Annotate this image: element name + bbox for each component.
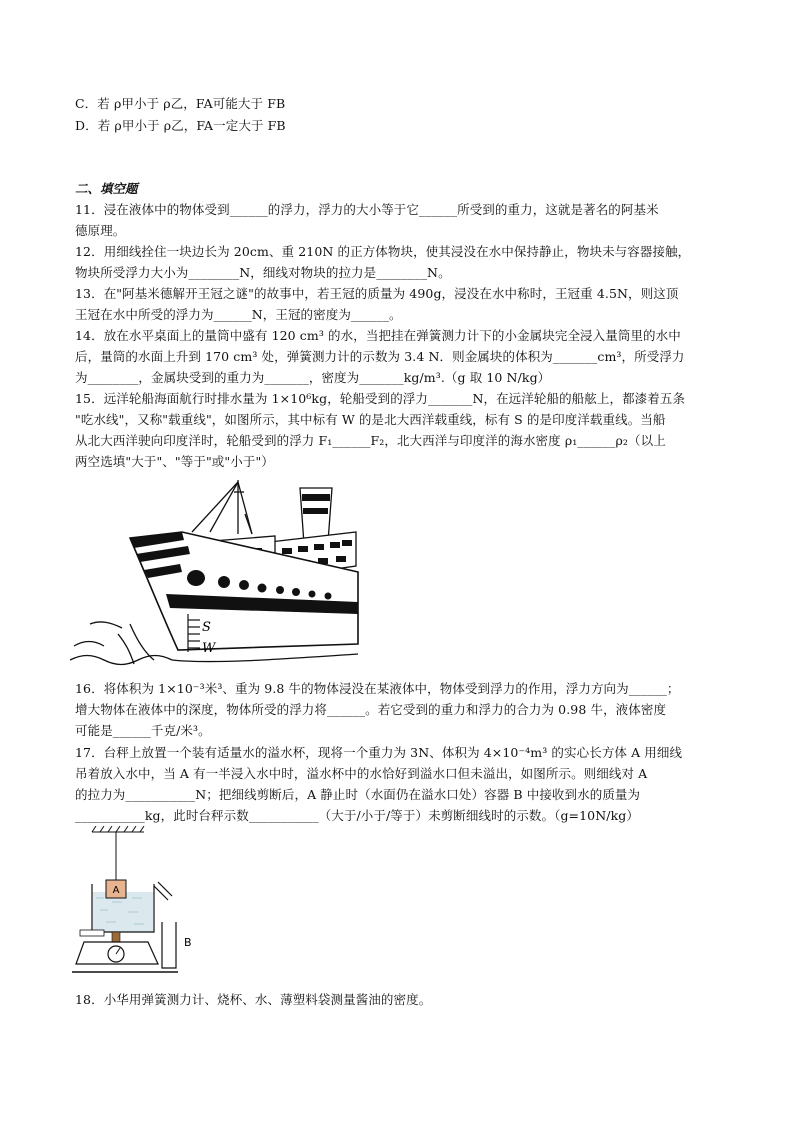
q16-line-1: 16．将体积为 1×10⁻³米³、重为 9.8 牛的物体浸没在某液体中，物体受到浮力的作用，浮力方向为______； bbox=[75, 681, 680, 696]
option-d: D．若 ρ甲小于 ρ乙，FA一定大于 FB bbox=[75, 118, 286, 133]
q15-line-4: 两空选填"大于"、"等于"或"小于"） bbox=[75, 454, 274, 469]
container-b bbox=[162, 922, 176, 968]
overflow-cup-figure bbox=[72, 826, 200, 984]
q16-line-2: 增大物体在液体中的深度，物体所受的浮力将______。若它受到的重力和浮力的合力为 0.98 牛，液体密度 bbox=[75, 702, 667, 717]
q17-line-3: 的拉力为___________N；把细线剪断后，A 静止时（水面仍在溢水口处）容器 B 中接收到水的质量为 bbox=[75, 787, 641, 802]
label-a: A bbox=[112, 885, 120, 896]
q14-line-3: 为________，金属块受到的重力为_______，密度为_______kg/m³.（g 取 10 N/kg） bbox=[75, 370, 551, 385]
q17-line-2: 吊着放入水中，当 A 有一半浸入水中时，溢水杯中的水恰好到溢水口但未溢出，如图所示。则细线对 A bbox=[75, 766, 648, 781]
q11-line-1: 11．浸在液体中的物体受到______的浮力，浮力的大小等于它______所受到的重力，这就是著名的阿基米 bbox=[75, 202, 659, 217]
q16-line-3: 可能是______千克/米³。 bbox=[75, 723, 211, 738]
q18-line-1: 18．小华用弹簧测力计、烧杯、水、薄塑料袋测量酱油的密度。 bbox=[75, 992, 432, 1007]
q12-line-1: 12．用细线拴住一块边长为 20cm、重 210N 的正方体物块，使其浸没在水中保持静止，物块未与容器接触， bbox=[75, 244, 691, 259]
ceiling bbox=[92, 826, 144, 832]
label-w: W bbox=[202, 641, 216, 656]
option-c: C．若 ρ甲小于 ρ乙，FA可能大于 FB bbox=[75, 96, 286, 111]
q13-line-1: 13．在"阿基米德解开王冠之谜"的故事中，若王冠的质量为 490g，浸没在水中称时，王冠重 4.5N，则这顶 bbox=[75, 286, 679, 301]
q15-line-2: "吃水线"，又称"载重线"，如图所示，其中标有 W 的是北大西洋载重线，标有 S 的是印度洋载重线。当船 bbox=[75, 412, 666, 427]
q15-line-1: 15．远洋轮船海面航行时排水量为 1×10⁶kg，轮船受到的浮力_______N，在远洋轮船的船舷上，都漆着五条 bbox=[75, 391, 686, 406]
q14-line-2: 后，量筒的水面上升到 170 cm³ 处，弹簧测力计的示数为 3.4 N．则金属块的体积为_______cm³，所受浮力 bbox=[75, 349, 685, 364]
label-b: B bbox=[184, 936, 192, 949]
q17-line-1: 17．台秤上放置一个装有适量水的溢水杯，现将一个重力为 3N、体积为 4×10⁻⁴m³ 的实心长方体 A 用细线 bbox=[75, 745, 683, 760]
q13-line-2: 王冠在水中所受的浮力为______N，王冠的密度为______。 bbox=[75, 307, 402, 322]
q17-line-4: ___________kg，此时台秤示数___________（大于/小于/等于）未剪断细线时的示数。（g=10N/kg） bbox=[75, 808, 639, 823]
q12-line-2: 物块所受浮力大小为________N，细线对物块的拉力是________N。 bbox=[75, 265, 451, 280]
label-s: S bbox=[202, 620, 211, 635]
ship-figure bbox=[70, 474, 360, 670]
q15-line-3: 从北大西洋驶向印度洋时，轮船受到的浮力 F₁______F₂，北大西洋与印度洋的海水密度 ρ₁______ρ₂（以上 bbox=[75, 433, 666, 448]
q11-line-2: 德原理。 bbox=[75, 223, 126, 238]
q14-line-1: 14．放在水平桌面上的量筒中盛有 120 cm³ 的水，当把挂在弹簧测力计下的小金属块完全浸入量筒里的水中 bbox=[75, 328, 681, 343]
section-title: 二、填空题 bbox=[75, 181, 138, 196]
